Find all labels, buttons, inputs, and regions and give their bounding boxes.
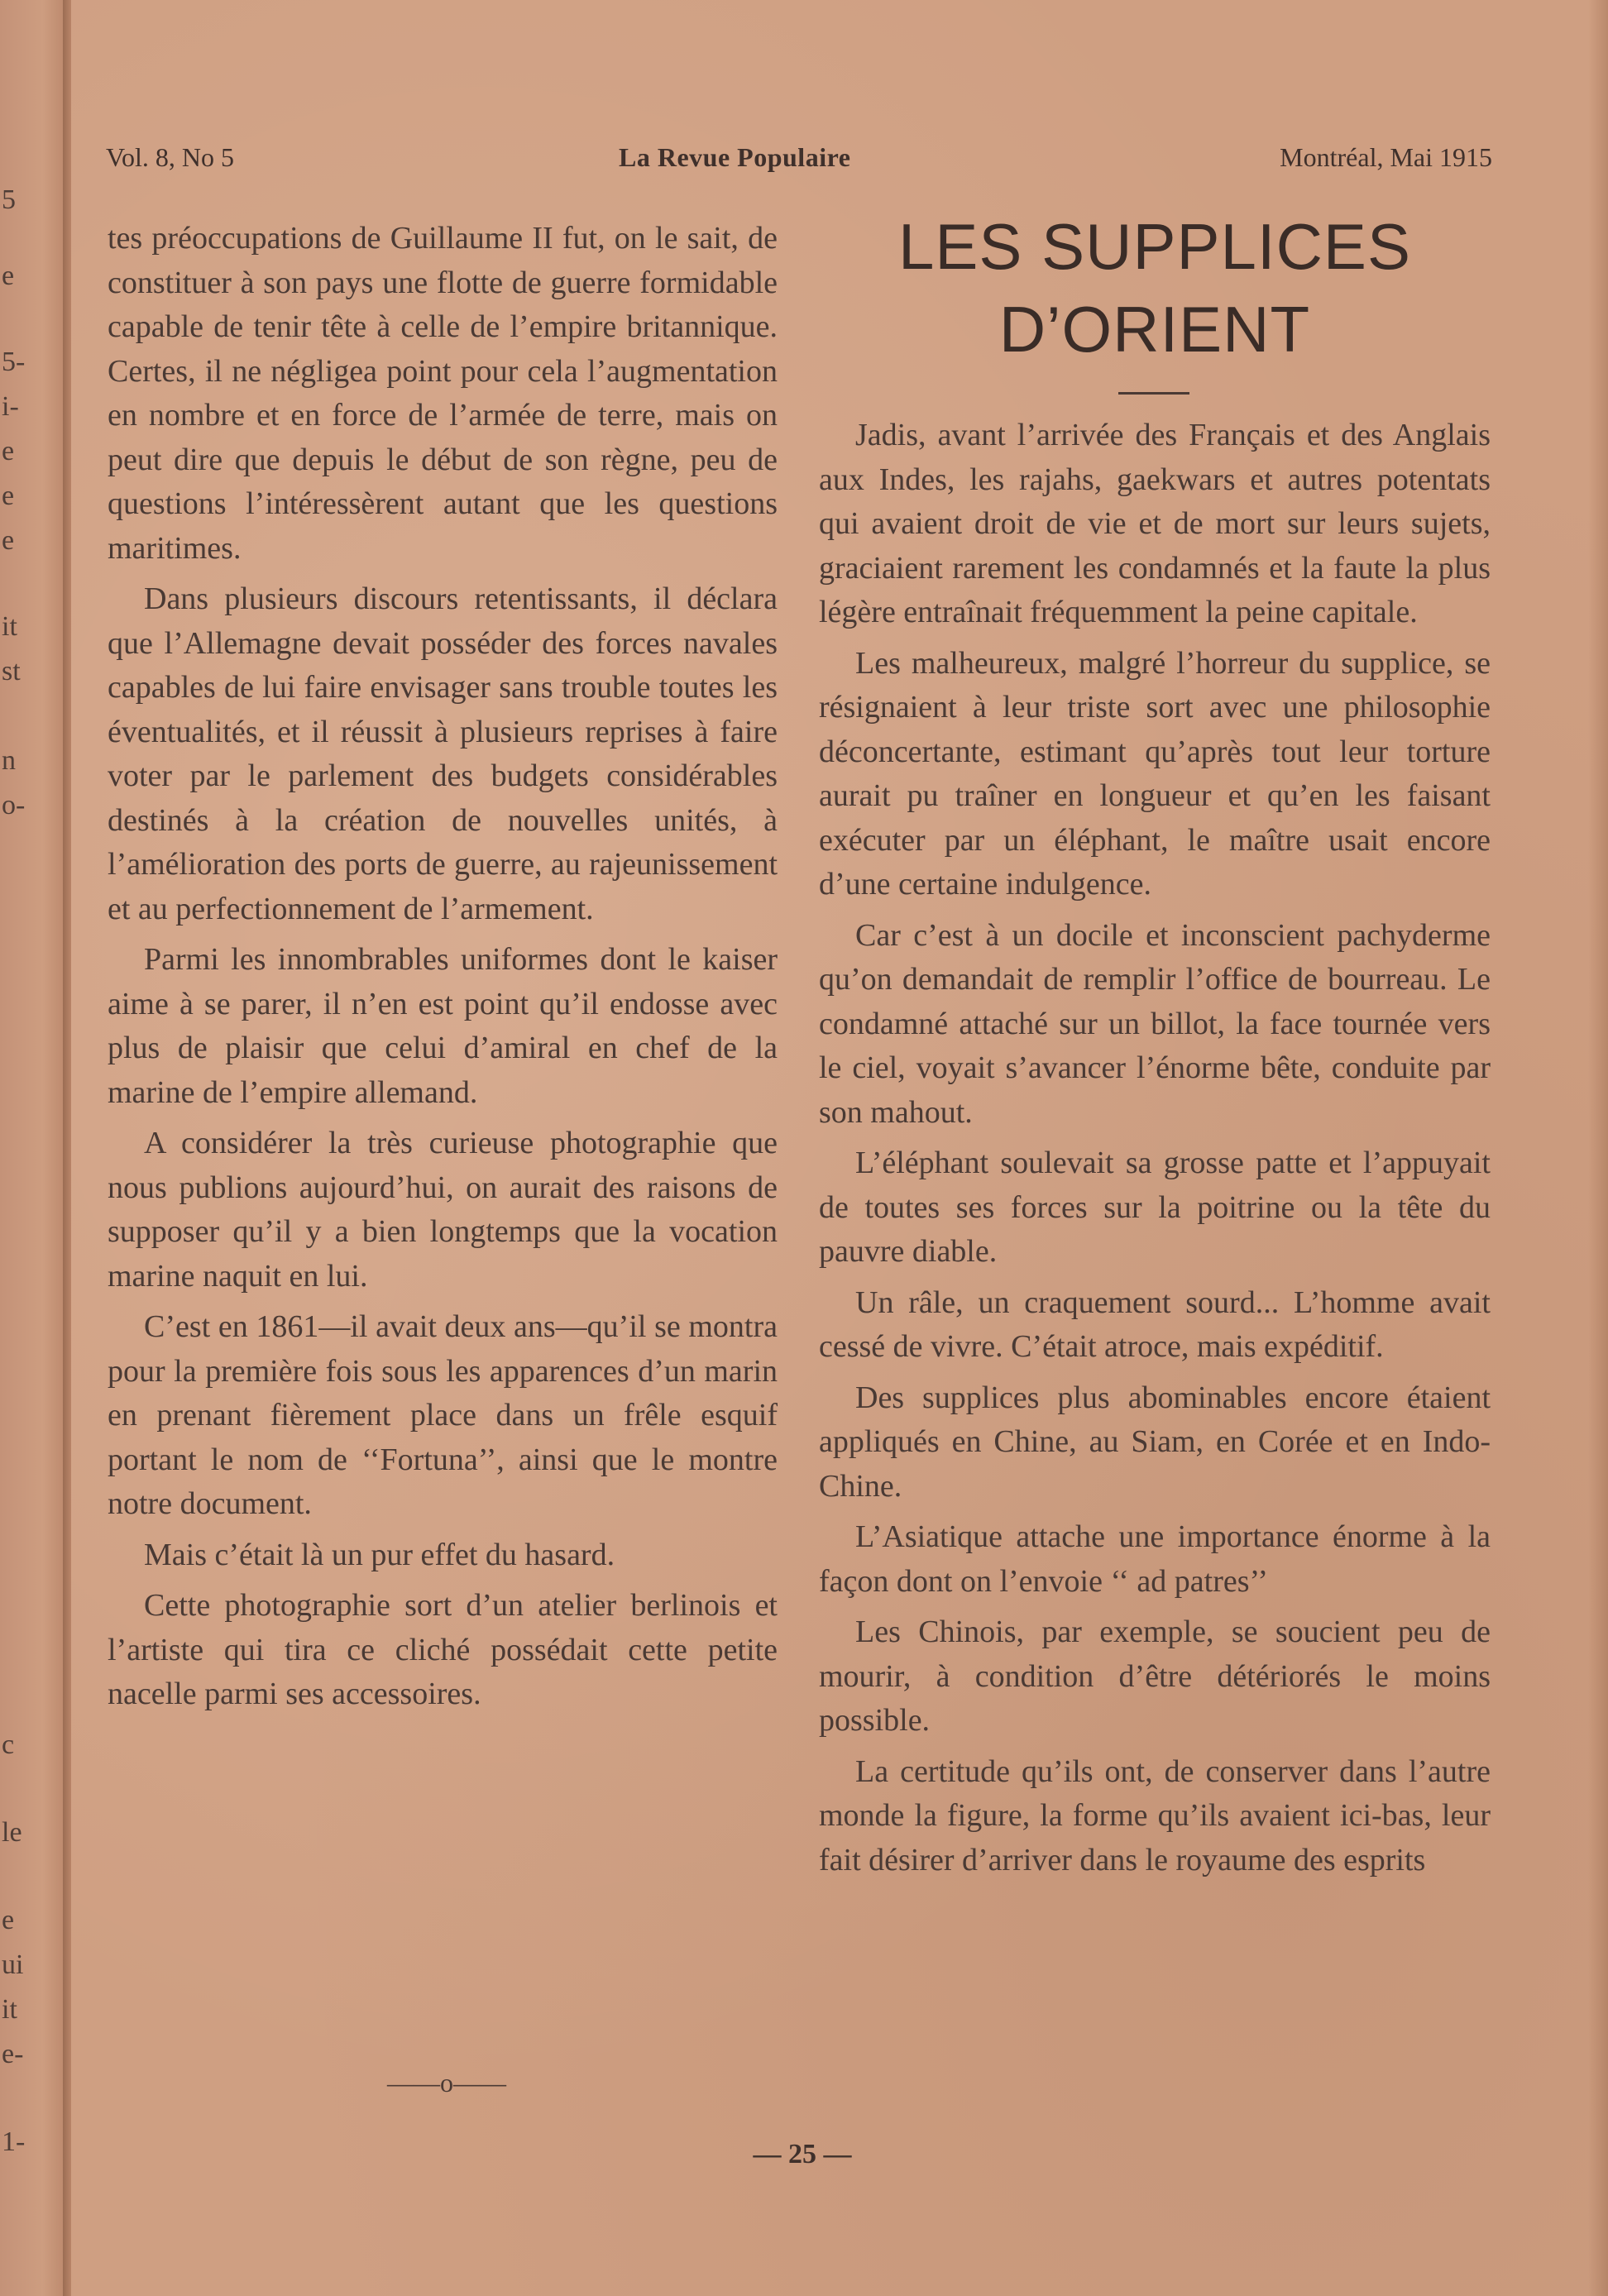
paragraph: L’éléphant soulevait sa grosse patte et l’appuyait de toutes ses forces sur la poitrine ou la tête du pauvre diable. — [819, 1146, 1491, 1269]
margin-fragment: i- — [2, 391, 19, 422]
margin-fragment: e — [2, 525, 15, 556]
margin-fragment: it — [2, 611, 17, 642]
margin-fragment: c — [2, 1729, 15, 1760]
margin-fragment: n — [2, 745, 16, 776]
paragraph: Cette photographie sort d’un atelier berlinois et l’artiste qui tira ce cliché possédait cette petite nacelle parmi ses accessoires. — [108, 1588, 778, 1711]
paragraph: Des supplices plus abominables encore étaient appliqués en Chine, au Siam, en Corée et en Indo-Chine. — [819, 1380, 1491, 1504]
paragraph: Un râle, un craquement sourd... L’homme avait cessé de vivre. C’était atroce, mais expéditif. — [819, 1284, 1491, 1364]
paragraph: Les Chinois, par exemple, se soucient peu de mourir, à condition d’être détériorés le moins possible. — [819, 1614, 1491, 1738]
margin-fragment: 1- — [2, 2126, 26, 2157]
margin-fragment: e — [2, 481, 15, 511]
volume-number: Vol. 8, No 5 — [106, 142, 234, 172]
title-rule — [1118, 392, 1189, 395]
page-edge-shadow — [1588, 0, 1608, 2296]
paragraph: Mais c’était là un pur effet du hasard. — [144, 1537, 615, 1572]
margin-fragment: 5- — [2, 347, 26, 377]
margin-fragment: e- — [2, 2039, 24, 2069]
margin-fragment: e — [2, 261, 15, 291]
margin-fragment: ui — [2, 1949, 24, 1980]
paragraph: C’est en 1861—il avait deux ans—qu’il se montra pour la première fois sous les apparences d’un marin en prenant fièrement place dans un frêle esquif portant le nom de ‘‘Fortuna’’, ainsi que le montre notre document. — [108, 1309, 778, 1521]
title-line: LES SUPPLICES — [898, 210, 1411, 283]
paragraph: La certitude qu’ils ont, de conserver dans l’autre monde la figure, la forme qu’ils avaient ici-bas, leur fait désirer d’arriver dans le royaume des esprits — [819, 1753, 1491, 1877]
left-column-article — [108, 217, 778, 1717]
margin-fragment: le — [2, 1817, 22, 1848]
page-fold-shadow — [63, 0, 71, 2296]
paragraph: tes préoccupations de Guillaume II fut, on le sait, de constituer à son pays une flotte de guerre formidable capable de tenir tête à celle de l’empire britannique. Certes, il ne négligea point pour cela l’augmentation en nombre et en force de l’armée de terre, mais on peut dire que depuis le début de son règne, peu de questions l’intéressèrent autant que les questions maritimes. — [108, 221, 778, 566]
issue-date: Montréal, Mai 1915 — [1280, 142, 1492, 172]
page-number: — 25 — — [753, 2139, 852, 2169]
paragraph: L’Asiatique attache une importance énorme à la façon dont on l’envoie ‘‘ ad patres’’ — [819, 1519, 1491, 1599]
paragraph: Jadis, avant l’arrivée des Français et des Anglais aux Indes, les rajahs, gaekwars et autres potentats qui avaient droit de vie et de mort sur leurs sujets, graciaient rarement les condamnés et la faute la plus légère entraînait fréquemment la peine capitale. — [819, 418, 1491, 629]
running-header — [106, 142, 1492, 179]
margin-fragment: e — [2, 1905, 15, 1935]
margin-fragment: e — [2, 436, 15, 466]
article-separator: ——o—— — [387, 2068, 506, 2097]
margin-fragment: o- — [2, 790, 26, 820]
paragraph: Dans plusieurs discours retentissants, il déclara que l’Allemagne devait posséder des forces navales capables de lui faire envisager sans trouble toutes les éventualités, et il réussit à plusieurs reprises à faire voter par le parlement des budgets considérables destinés à la création de nouvelles unités, à l’amélioration des ports de guerre, au rajeunissement et au perfectionnement de l’armement. — [108, 581, 778, 926]
paragraph: A considérer la très curieuse photographie que nous publions aujourd’hui, on aurait des raisons de supposer qu’il y a bien longtemps que la vocation marine naquit en lui. — [108, 1126, 778, 1294]
title-line: D’ORIENT — [998, 293, 1311, 366]
margin-fragment: st — [2, 656, 21, 686]
article-title — [819, 205, 1491, 371]
paragraph: Les malheureux, malgré l’horreur du supplice, se résignaient à leur triste sort avec une philosophie déconcertante, estimant qu’après tout leur torture aurait pu traîner en longueur et qu’en les faisant exécuter par un éléphant, le maître usait encore d’une certaine indulgence. — [819, 645, 1491, 902]
right-column-article — [819, 414, 1491, 1882]
paragraph: Car c’est à un docile et inconscient pachyderme qu’on demandait de remplir l’office de bourreau. Le condamné attaché sur un billot, la face tournée vers le ciel, voyait s’avancer l’énorme bête, conduite par son mahout. — [819, 917, 1491, 1130]
margin-fragment: 5 — [2, 184, 16, 215]
magazine-name: La Revue Populaire — [619, 142, 851, 172]
paragraph: Parmi les innombrables uniformes dont le kaiser aime à se parer, il n’en est point qu’il endosse avec plus de plaisir que celui d’amiral en chef de la marine de l’empire allemand. — [108, 942, 778, 1110]
margin-fragment: it — [2, 1994, 17, 2025]
